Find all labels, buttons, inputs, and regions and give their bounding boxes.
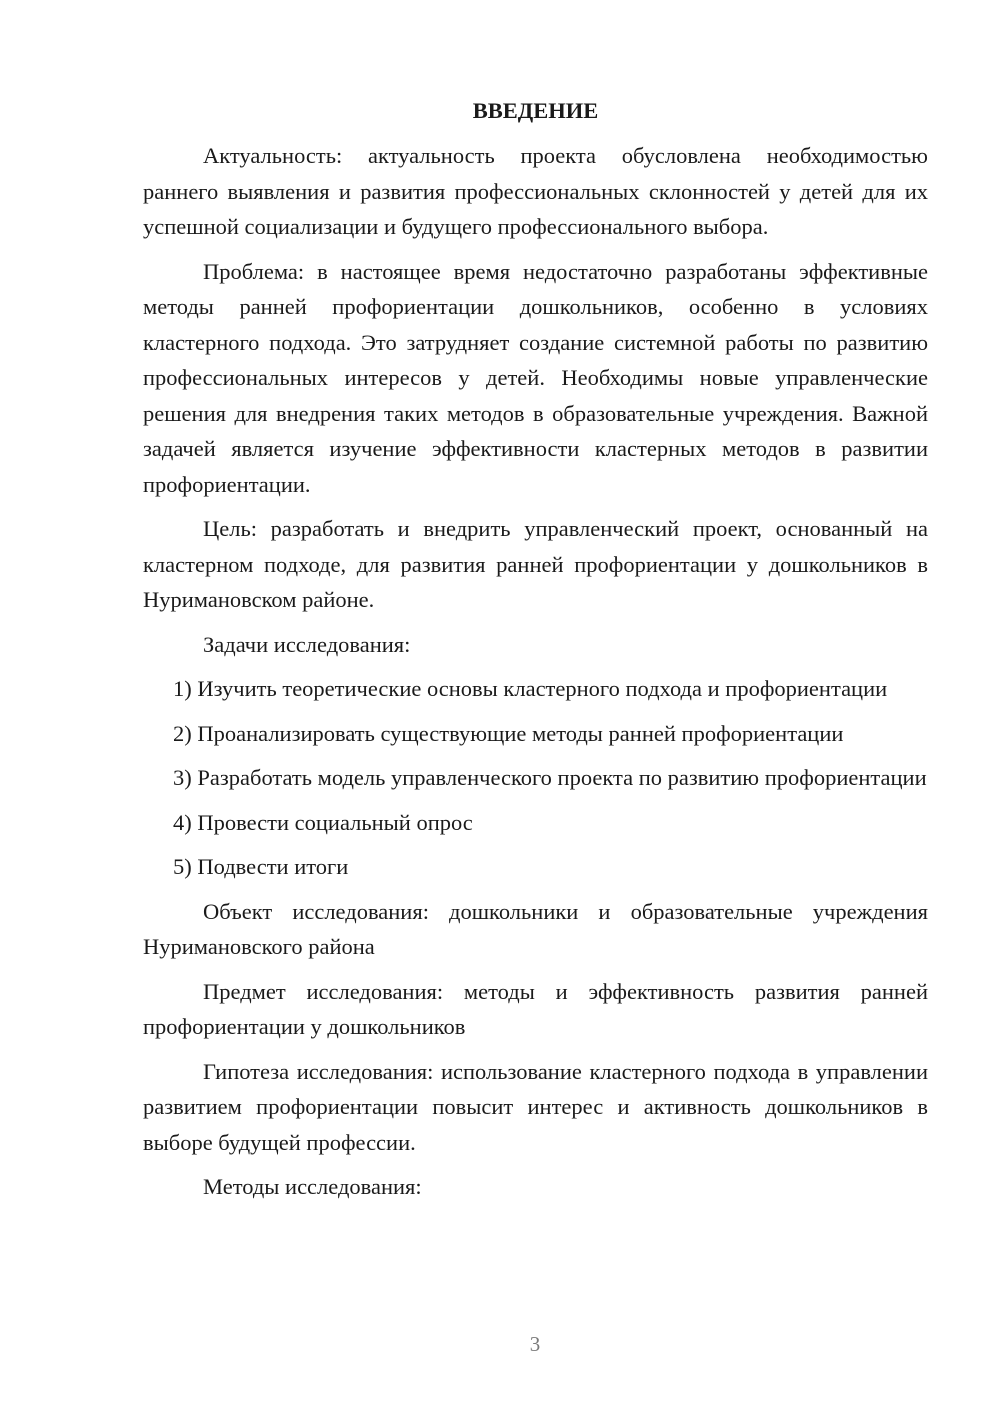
section-heading: ВВЕДЕНИЕ bbox=[472, 98, 599, 123]
paragraph-subject: Предмет исследования: методы и эффективность развития ранней профориентации у дошкольников bbox=[143, 978, 928, 1039]
list-item: 5) Подвести итоги bbox=[173, 854, 349, 879]
paragraph-relevance: Актуальность: актуальность проекта обусловлена необходимостью раннего выявления и развития профессиональных склонностей у детей для их успешной социализации и будущего профессионального выбора. bbox=[143, 143, 928, 239]
paragraph-object: Объект исследования: дошкольники и образовательные учреждения Нуримановского района bbox=[143, 898, 928, 959]
page-number: 3 bbox=[529, 1332, 541, 1356]
paragraph-problem: Проблема: в настоящее время недостаточно разработаны эффективные методы ранней профориентации дошкольников, особенно в условиях кластерного подхода. Это затрудняет создание системной работы по развитию профессиональных интересов у детей. Необходимы новые управленческие решения для внедрения таких методов в образовательные учреждения. Важной задачей является изучение эффективности кластерных методов в развитии профориентации. bbox=[143, 258, 928, 497]
tasks-title: Задачи исследования: bbox=[203, 631, 411, 657]
list-item: 3) Разработать модель управленческого проекта по развитию профориентации bbox=[173, 765, 927, 790]
paragraph-goal: Цель: разработать и внедрить управленческий проект, основанный на кластерном подходе, для развития ранней профориентации у дошкольников в Нуримановском районе. bbox=[143, 516, 928, 612]
list-item: 4) Провести социальный опрос bbox=[173, 809, 473, 835]
paragraph-hypothesis: Гипотеза исследования: использование кластерного подхода в управлении развитием профориентации повысит интерес и активность дошкольников в выборе будущей профессии. bbox=[143, 1058, 928, 1155]
list-item: 1) Изучить теоретические основы кластерного подхода и профориентации bbox=[173, 676, 888, 701]
list-item: 2) Проанализировать существующие методы ранней профориентации bbox=[173, 720, 844, 746]
tasks-list bbox=[143, 671, 928, 885]
document-page bbox=[143, 94, 928, 1214]
methods-title: Методы исследования: bbox=[203, 1174, 422, 1199]
